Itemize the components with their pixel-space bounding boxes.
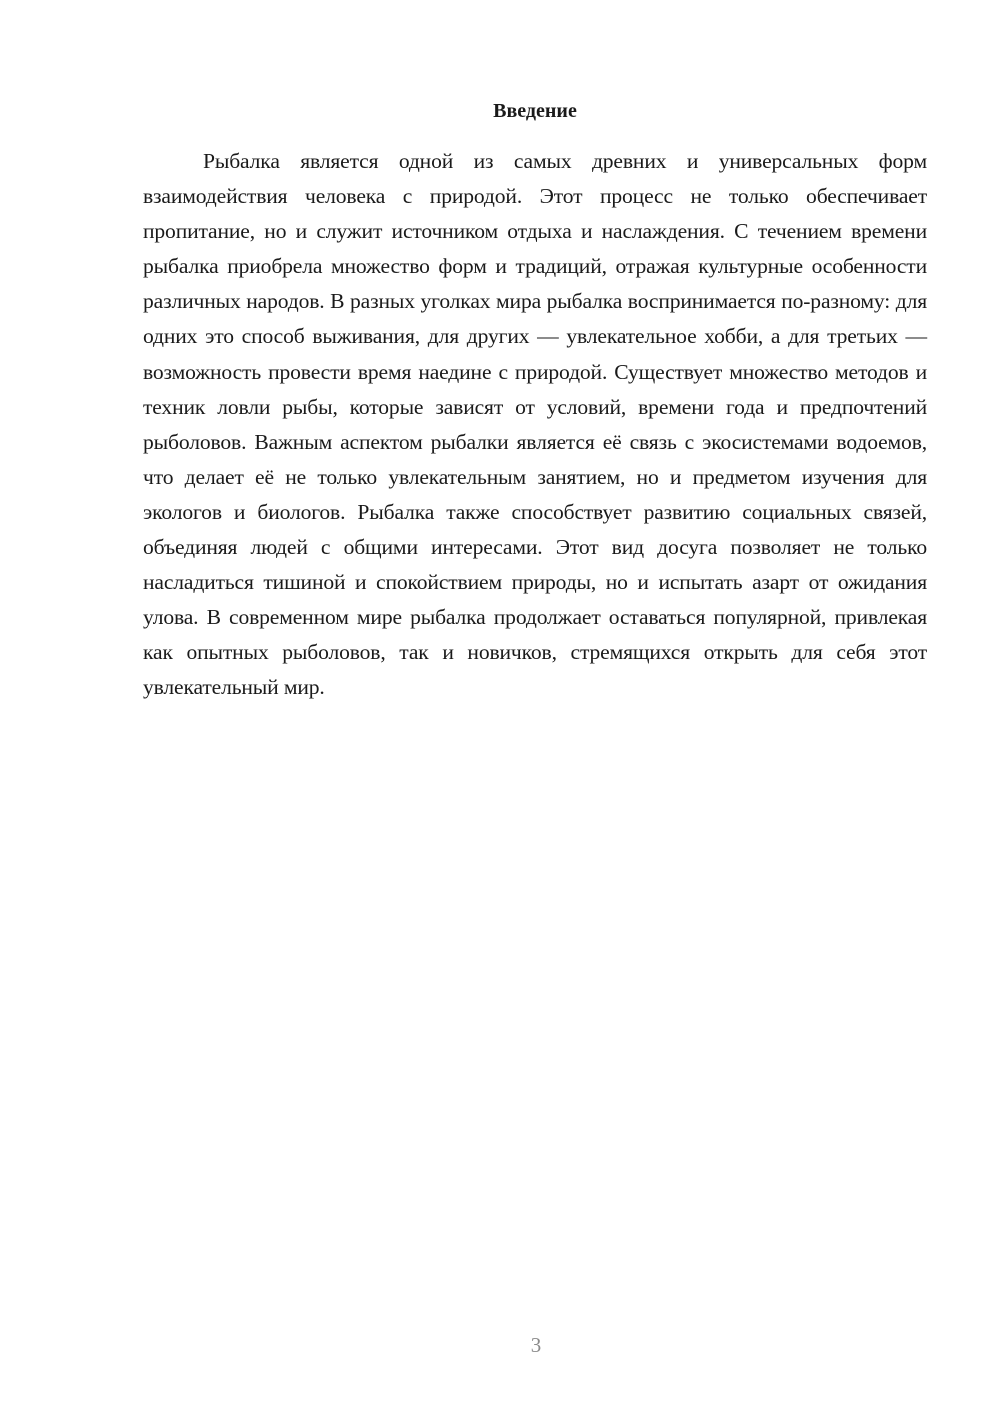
page-number: 3 <box>530 1333 542 1357</box>
intro-paragraph: Рыбалка является одной из самых древних и универсальных форм взаимодействия человека с природой. Этот процесс не только обеспечивает пропитание, но и служит источником отдыха и наслаждения. С течением времени рыбалка приобрела множество форм и традиций, отражая культурные особенности различных народов. В разных уголках мира рыбалка воспринимается по-разному: для одних это способ выживания, для других — увлекательное хобби, а для третьих — возможность провести время наедине с природой. Существует множество методов и техник ловли рыбы, которые зависят от условий, времени года и предпочтений рыболовов. Важным аспектом рыбалки является её связь с экосистемами водоемов, что делает её не только увлекательным занятием, но и предметом изучения для экологов и биологов. Рыбалка также способствует развитию социальных связей, объединяя людей с общими интересами. Этот вид досуга позволяет не только насладиться тишиной и спокойствием природы, но и испытать азарт от ожидания улова. В современном мире рыбалка продолжает оставаться популярной, привлекая как опытных рыболовов, так и новичков, стремящихся открыть для себя этот увлекательный мир. <box>143 149 927 700</box>
section-title: Введение <box>493 100 577 122</box>
